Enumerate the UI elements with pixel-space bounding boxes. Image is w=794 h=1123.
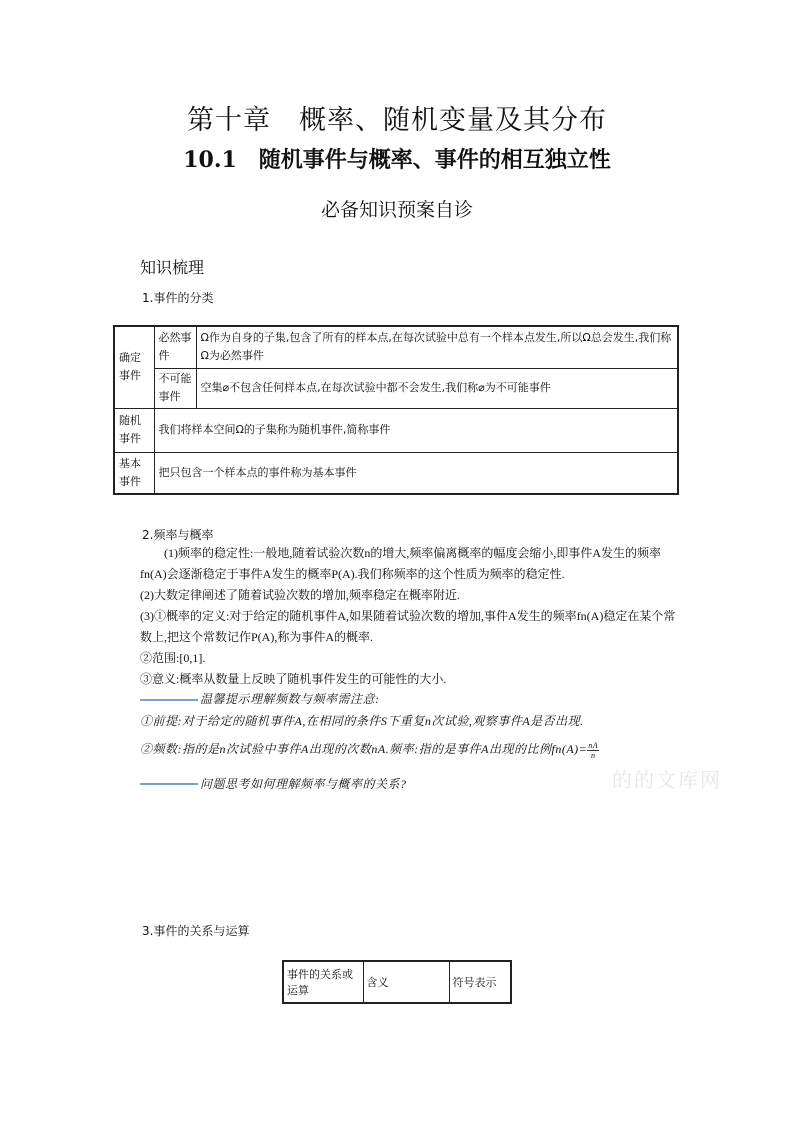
tip-bar <box>140 699 198 701</box>
row-content-cell: 我们将样本空间Ω的子集称为随机事件,简称事件 <box>154 408 678 452</box>
table-row <box>114 326 678 368</box>
table-header-row <box>283 961 511 1003</box>
paragraph-2-text: (2)大数定律阐述了随着试验次数的增加,频率稳定在概率附近. <box>140 588 460 602</box>
row-content-cell: 空集⌀不包含任何样本点,在每次试验中都不会发生,我们称⌀为不可能事件 <box>196 368 678 408</box>
knowledge-heading: 知识梳理 <box>140 258 205 277</box>
header-cell: 含义 <box>363 961 449 1003</box>
paragraph-4: ②范围:[0,1]. <box>140 651 206 665</box>
tip-line-1: ①前提:对于给定的随机事件A,在相同的条件S下重复n次试验,观察事件A是否出现. <box>140 714 584 728</box>
table-row <box>114 368 678 408</box>
event-classification-table <box>113 325 679 495</box>
row-label-cell: 随机事件 <box>114 408 154 452</box>
event-relations-table <box>282 960 512 1004</box>
chapter-title: 第十章 概率、随机变量及其分布 <box>187 105 607 136</box>
tip-line-2 <box>140 740 599 760</box>
row-content-cell: Ω作为自身的子集,包含了所有的样本点,在每次试验中总有一个样本点发生,所以Ω总会发生,我们称Ω为必然事件 <box>196 326 678 368</box>
item3-title: 3.事件的关系与运算 <box>142 924 250 938</box>
part-title: 必备知识预案自诊 <box>320 199 473 221</box>
item1-title: 1.事件的分类 <box>142 291 214 305</box>
row-label-cell: 必然事件 <box>154 326 196 368</box>
header-cell: 事件的关系或运算 <box>283 961 363 1003</box>
paragraph-3: (3)①概率的定义:对于给定的随机事件A,如果随着试验次数的增加,事件A发生的频率fn(A)稳定在某个常数上,把这个常数记作P(A),称为事件A的概率. <box>140 609 676 644</box>
tip-label: 温馨提示理解频数与频率需注意: <box>200 692 380 706</box>
table-row <box>114 452 678 494</box>
frequency-fraction <box>587 741 599 760</box>
fraction-denominator: n <box>590 750 596 760</box>
row-content-cell: 把只包含一个样本点的事件称为基本事件 <box>154 452 678 494</box>
row-label-cell: 基本事件 <box>114 452 154 494</box>
paragraph-2 <box>140 585 685 606</box>
question-text: 问题思考如何理解频率与概率的关系? <box>200 777 407 791</box>
section-title: 10.1 随机事件与概率、事件的相互独立性 <box>183 147 611 173</box>
header-cell: 符号表示 <box>449 961 511 1003</box>
table-row <box>114 408 678 452</box>
group-label-cell: 确定事件 <box>114 326 154 408</box>
row-label-cell: 不可能事件 <box>154 368 196 408</box>
fraction-numerator: nA <box>588 740 599 750</box>
watermark: 的的文库网 <box>612 768 722 792</box>
paragraph-1: (1)频率的稳定性:一般地,随着试验次数n的增大,频率偏离概率的幅度会缩小,即事件A发生的频率fn(A)会逐渐稳定于事件A发生的概率P(A).我们称频率的这个性质为频率的稳定性. <box>140 546 661 581</box>
item2-title: 2.频率与概率 <box>142 528 214 542</box>
question-bar <box>140 783 198 785</box>
paragraph-5: ③意义:概率从数量上反映了随机事件发生的可能性的大小. <box>140 672 447 686</box>
tip-line-2-text: ②频数:指的是n次试验中事件A出现的次数nA.频率:指的是事件A出现的比例fn(A)= <box>140 742 588 756</box>
